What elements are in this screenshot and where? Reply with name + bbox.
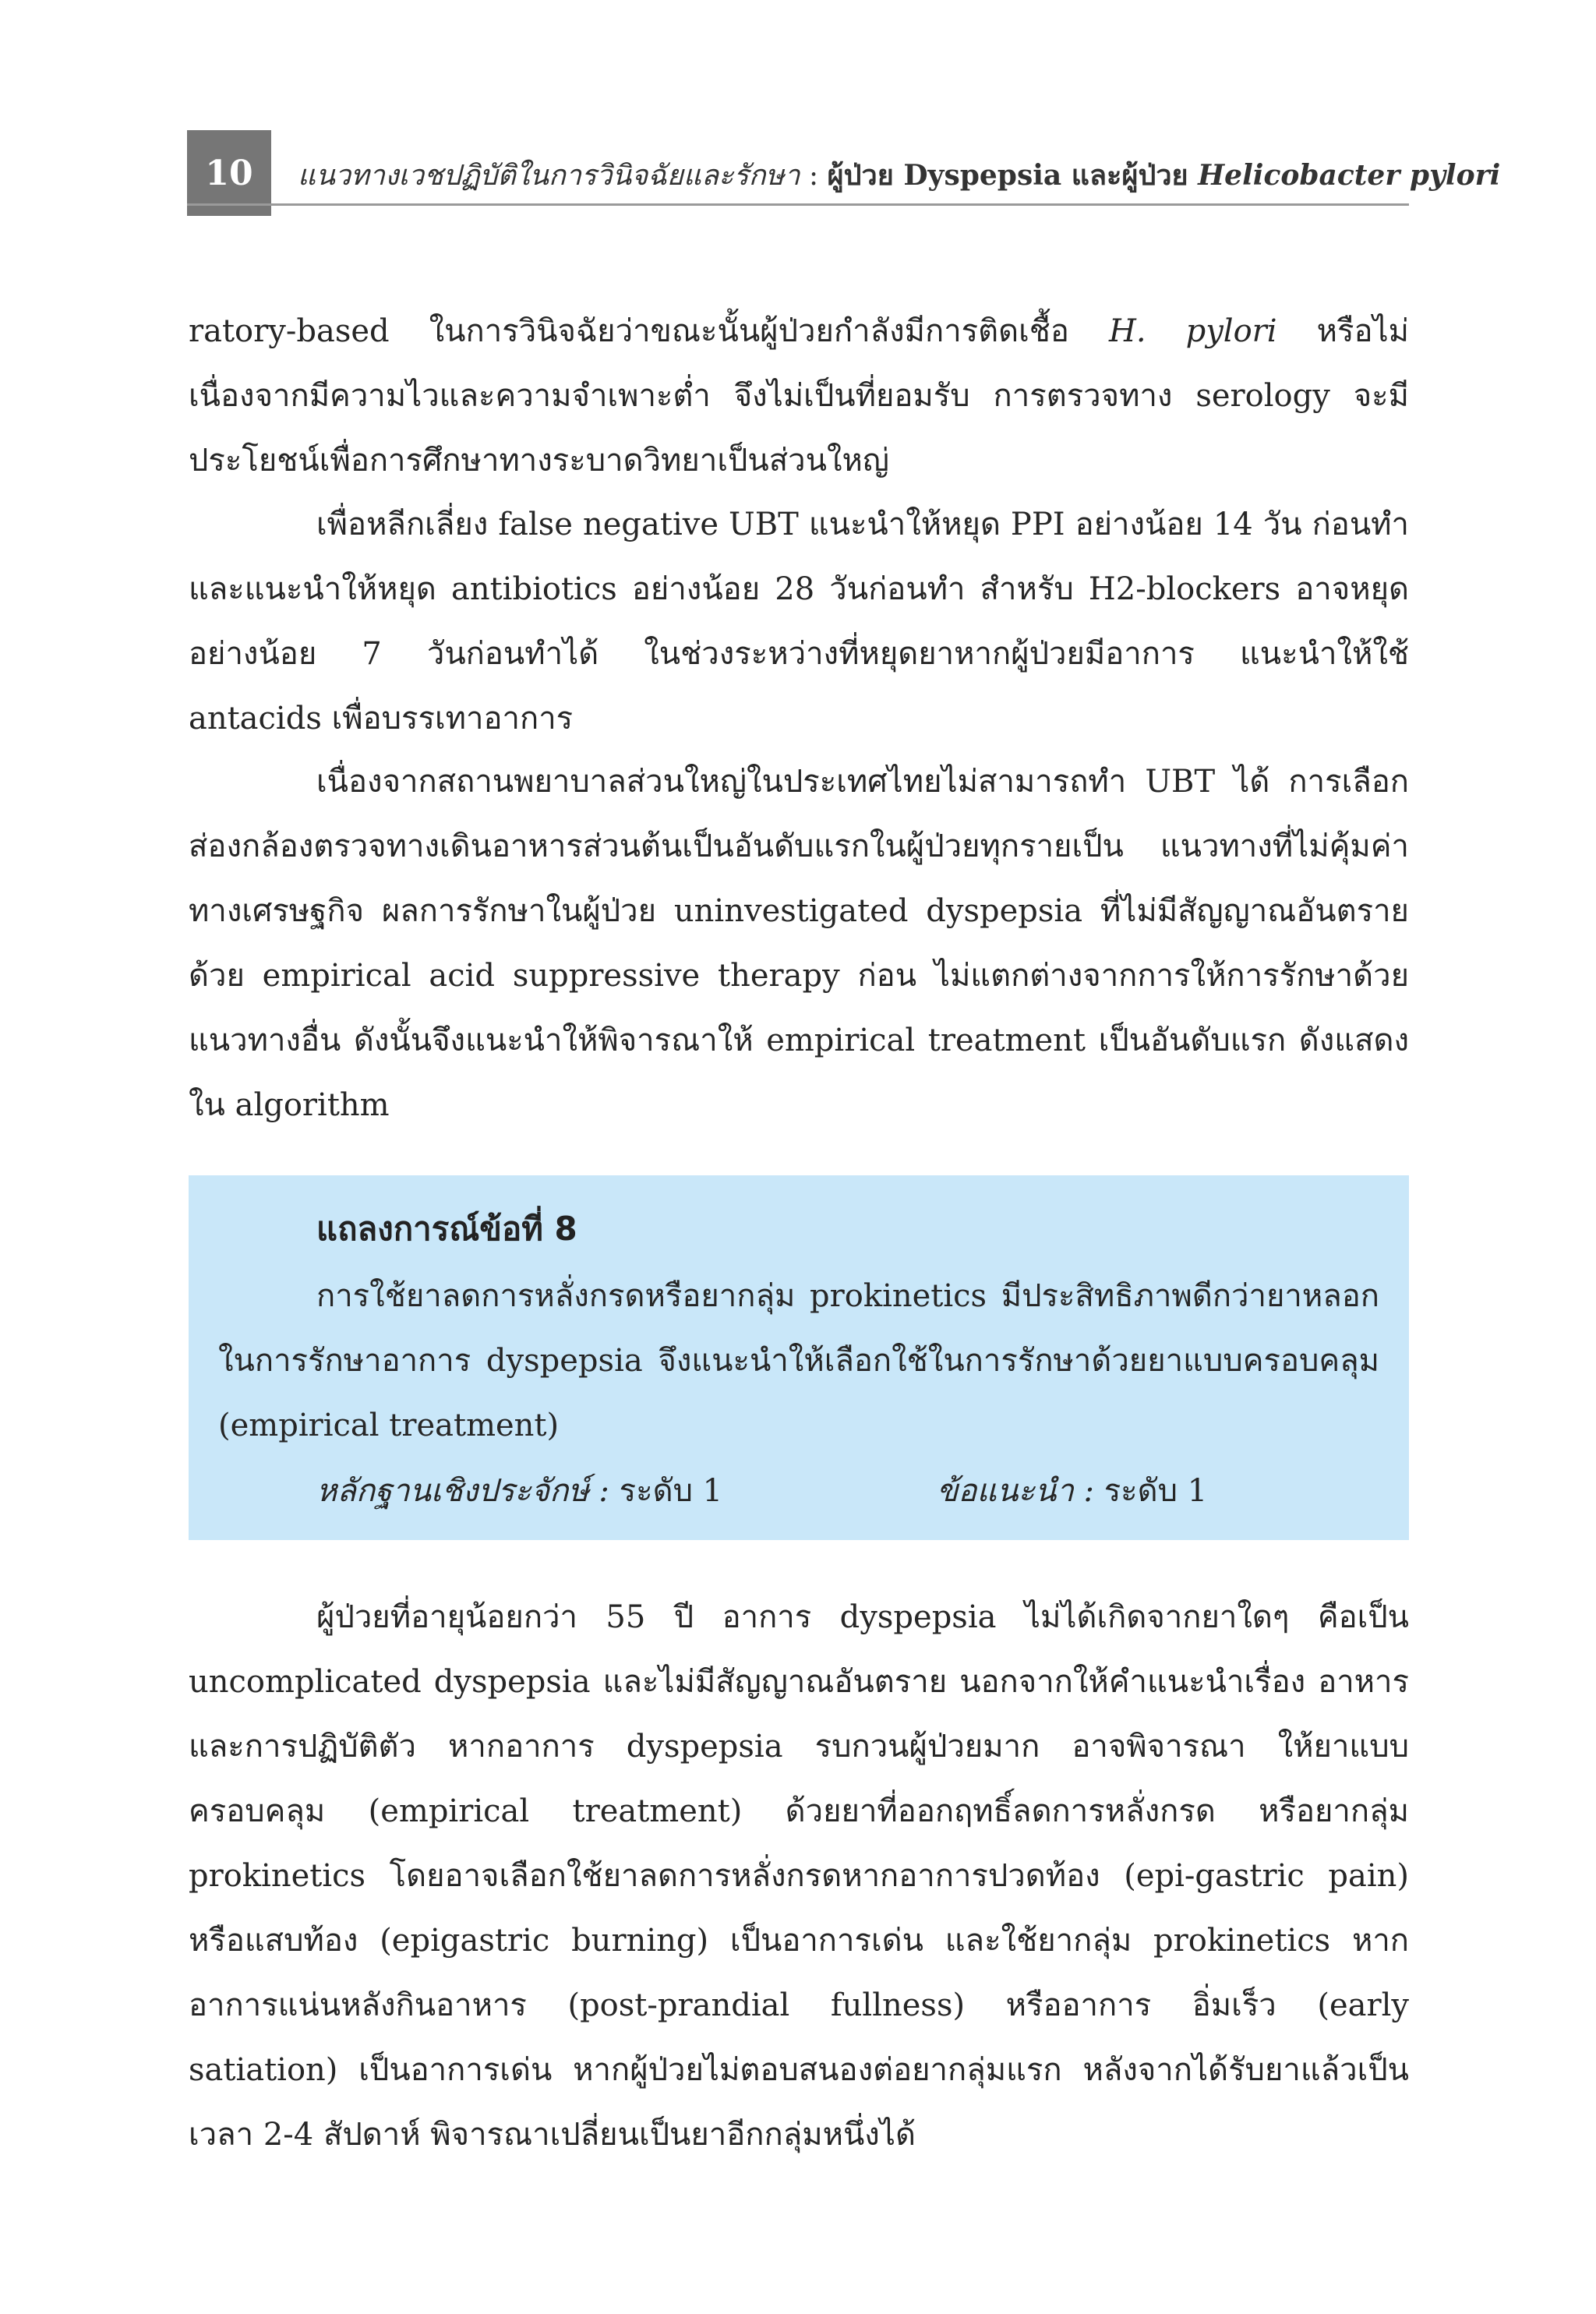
recommendation-body <box>218 1264 1379 1458</box>
header-divider <box>187 203 1409 206</box>
running-head-separator: : <box>800 160 828 192</box>
running-head-scientific-name: Helicobacter pylori <box>1198 159 1501 192</box>
advice-value: ระดับ 1 <box>1093 1473 1208 1509</box>
page-number-text: 10 <box>205 153 253 193</box>
running-head-italic: แนวทางเวชปฏิบัติในการวินิจฉัยและรักษา <box>298 160 800 192</box>
paragraph-1 <box>189 299 1409 493</box>
paragraph-1-text-b: หรือไม่ เนื่องจากมีความไวและความจำเพาะต่ำ จึงไม่เป็นที่ยอมรับ การตรวจทาง serology จะมีประโยชน์เพื่อการศึกษาทางระบาดวิทยาเป็นส่วนใหญ่ <box>189 313 1409 479</box>
evidence-label: หลักฐานเชิงประจักษ์ : <box>316 1473 609 1509</box>
paragraph-1-text-a: ratory-based ในการวินิจฉัยว่าขณะนั้นผู้ป่วยกำลังมีการติดเชื้อ <box>189 313 1109 349</box>
paragraph-2 <box>189 493 1409 751</box>
running-head <box>298 153 1501 197</box>
paragraph-2-text: เพื่อหลีกเลี่ยง false negative UBT แนะนำให้หยุด PPI อย่างน้อย 14 วัน ก่อนทำ และแนะนำให้หยุด antibiotics อย่างน้อย 28 วันก่อนทำ สำหรับ H2-blockers อาจหยุดอย่างน้อย 7 วันก่อนทำได้ ในช่วงระหว่างที่หยุดยาหากผู้ป่วยมีอาการ แนะนำให้ใช้ antacids เพื่อบรรเทาอาการ <box>189 507 1409 737</box>
running-head-bold: ผู้ป่วย Dyspepsia และผู้ป่วย <box>827 159 1199 192</box>
advice-level <box>937 1459 1207 1524</box>
evidence-level <box>316 1459 722 1524</box>
paragraph-3-text: เนื่องจากสถานพยาบาลส่วนใหญ่ในประเทศไทยไม่สามารถทำ UBT ได้ การเลือกส่องกล้องตรวจทางเดินอาหารส่วนต้นเป็นอันดับแรกในผู้ป่วยทุกรายเป็น แนวทางที่ไม่คุ้มค่าทางเศรษฐกิจ ผลการรักษาในผู้ป่วย uninvestigated dyspepsia ที่ไม่มีสัญญาณอันตรายด้วย empirical acid suppressive therapy ก่อน ไม่แตกต่างจากการให้การรักษาด้วยแนวทางอื่น ดังนั้นจึงแนะนำให้พิจารณาให้ empirical treatment เป็นอันดับแรก ดังแสดงใน algorithm <box>189 764 1409 1123</box>
recommendation-title: แถลงการณ์ข้อที่ 8 <box>316 1210 577 1248</box>
paragraph-1-scientific-name: H. pylori <box>1108 313 1277 349</box>
paragraph-3 <box>189 750 1409 1138</box>
paragraph-4 <box>189 1585 1409 2167</box>
paragraph-4-text: ผู้ป่วยที่อายุน้อยกว่า 55 ปี อาการ dyspepsia ไม่ได้เกิดจากยาใดๆ คือเป็น uncomplicated dyspepsia และไม่มีสัญญาณอันตราย นอกจากให้คำแนะนำเรื่อง อาหารและการปฏิบัติตัว หากอาการ dyspepsia รบกวนผู้ป่วยมาก อาจพิจารณา ให้ยาแบบครอบคลุม (empirical treatment) ด้วยยาที่ออกฤทธิ์ลดการหลั่งกรด หรือยากลุ่ม prokinetics โดยอาจเลือกใช้ยาลดการหลั่งกรดหากอาการปวดท้อง (epi-gastric pain) หรือแสบท้อง (epigastric burning) เป็นอาการเด่น และใช้ยากลุ่ม prokinetics หากอาการแน่นหลังกินอาหาร (post-prandial fullness) หรืออาการ อิ่มเร็ว (early satiation) เป็นอาการเด่น หากผู้ป่วยไม่ตอบสนองต่อยากลุ่มแรก หลังจากได้รับยาแล้วเป็นเวลา 2-4 สัปดาห์ พิจารณาเปลี่ยนเป็นยาอีกกลุ่มหนึ่งได้ <box>189 1599 1409 2153</box>
recommendation-body-text: การใช้ยาลดการหลั่งกรดหรือยากลุ่ม prokinetics มีประสิทธิภาพดีกว่ายาหลอกในการรักษาอาการ dyspepsia จึงแนะนำให้เลือกใช้ในการรักษาด้วยยาแบบครอบคลุม (empirical treatment) <box>218 1278 1379 1443</box>
advice-label: ข้อแนะนำ : <box>937 1473 1094 1509</box>
evidence-value: ระดับ 1 <box>609 1473 723 1509</box>
